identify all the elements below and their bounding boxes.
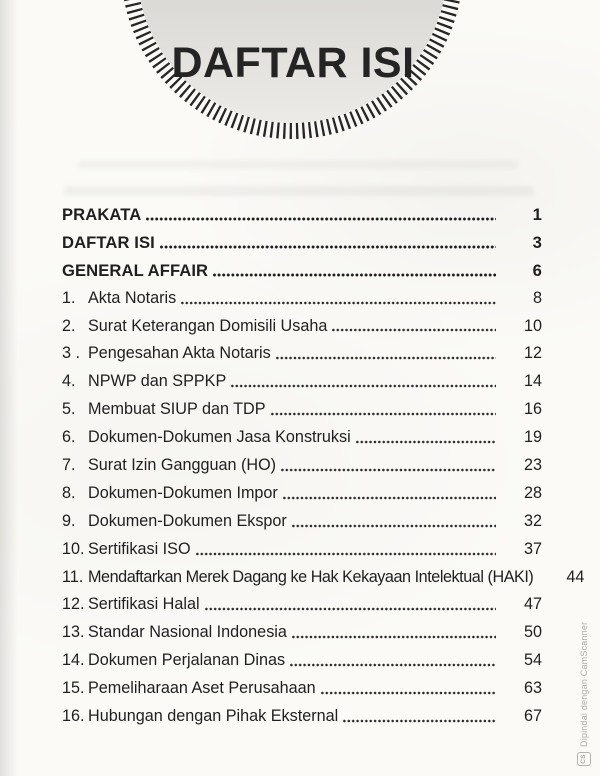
toc-entry-page-number: 54	[523, 651, 542, 670]
toc-row	[62, 452, 542, 480]
toc-entry-page-number: 63	[523, 679, 542, 698]
toc-entry-label: Akta Notaris	[88, 288, 177, 307]
toc-entry-number: 12.	[62, 595, 85, 614]
toc-entry-label: GENERAL AFFAIR	[62, 260, 209, 280]
dot-leader	[205, 607, 496, 611]
toc-entry-page-number: 28	[523, 483, 542, 502]
dot-leader	[281, 468, 496, 472]
dot-leader	[292, 635, 496, 639]
toc-entry-number: 16.	[62, 707, 85, 726]
dot-leader	[332, 328, 496, 332]
toc-entry-number: 13.	[62, 623, 85, 642]
dot-leader	[283, 496, 496, 500]
toc-entry-label: Membuat SIUP dan TDP	[88, 400, 266, 419]
toc-entry-label: Pengesahan Akta Notaris	[88, 344, 271, 363]
dot-leader	[160, 245, 496, 249]
toc-entry-page-number: 16	[523, 400, 542, 419]
toc-entry-label: Sertifikasi Halal	[88, 595, 200, 614]
watermark-text: Dipindai dengan CamScanner	[578, 621, 589, 747]
toc-entry-page-number: 8	[532, 288, 542, 307]
toc-entry-number: 15.	[62, 679, 85, 698]
toc-row	[62, 229, 542, 257]
toc-entry-number: 9.	[62, 511, 76, 530]
dot-leader	[271, 412, 496, 416]
toc-entry-page-number: 19	[523, 428, 542, 447]
dot-leader	[292, 524, 496, 528]
toc-row	[62, 647, 542, 675]
toc-entry-label: Sertifikasi ISO	[88, 539, 191, 558]
toc-row	[62, 313, 542, 341]
toc-row	[62, 257, 542, 285]
toc-entry-page-number: 3	[532, 232, 542, 252]
dot-leader	[213, 273, 496, 277]
dot-leader	[181, 301, 496, 305]
dot-leader	[356, 440, 496, 444]
camscanner-watermark	[576, 594, 591, 766]
toc-entry-page-number: 67	[523, 707, 542, 726]
toc-entry-page-number: 47	[523, 595, 542, 614]
toc-entry-page-number: 14	[523, 372, 542, 391]
toc-row	[62, 396, 542, 424]
toc-entry-number: 7.	[62, 456, 76, 475]
camscanner-logo-icon: CS	[577, 752, 591, 766]
dot-leader	[276, 356, 496, 360]
toc-entry-page-number: 10	[523, 316, 542, 335]
toc-entry-number: 10.	[62, 539, 85, 558]
bleed-through-smudge	[64, 186, 534, 196]
toc-row	[62, 619, 542, 647]
toc-entry-page-number: 12	[523, 344, 542, 363]
toc-entry-label: NPWP dan SPPKP	[88, 372, 227, 391]
bleed-through-smudge	[78, 160, 518, 169]
toc-entry-number: 14.	[62, 651, 85, 670]
toc-row	[62, 675, 542, 703]
toc-entry-number: 11.	[62, 567, 84, 586]
dot-leader	[196, 552, 496, 556]
toc-entry-label: Dokumen-Dokumen Jasa Konstruksi	[88, 428, 351, 447]
toc-entry-page-number: 32	[523, 511, 542, 530]
toc-entry-page-number: 50	[523, 623, 542, 642]
toc-entry-label: Pemeliharaan Aset Perusahaan	[88, 679, 316, 698]
toc-row	[62, 480, 542, 508]
toc-row	[62, 536, 542, 564]
daftar-isi-badge	[0, 0, 600, 150]
toc-entry-label: Dokumen Perjalanan Dinas	[88, 651, 286, 670]
toc-row	[62, 285, 542, 313]
toc-entry-number: 8.	[62, 483, 76, 502]
toc-entry-page-number: 23	[523, 456, 542, 475]
toc-entry-number: 3 .	[62, 344, 80, 363]
toc-row	[62, 591, 542, 619]
toc-row	[62, 703, 542, 731]
toc-row	[62, 424, 542, 452]
toc-entry-label: Mendaftarkan Merek Dagang ke Hak Kekayaan Intelektual (HAKI)	[88, 567, 534, 586]
toc-row	[62, 368, 542, 396]
toc-entry-number: 5.	[62, 400, 76, 419]
toc-entry-label: Surat Izin Gangguan (HO)	[88, 456, 277, 475]
toc-entry-number: 6.	[62, 428, 76, 447]
toc-entry-label: PRAKATA	[62, 205, 142, 224]
toc-row	[62, 201, 542, 229]
dot-leader	[290, 663, 496, 667]
toc-entry-page-number: 6	[532, 260, 542, 280]
toc-row	[62, 340, 542, 368]
dot-leader	[231, 384, 496, 388]
toc-entry-number: 2.	[62, 316, 76, 335]
toc-entry-label: Dokumen-Dokumen Impor	[88, 483, 278, 502]
toc-entry-label: Standar Nasional Indonesia	[88, 623, 287, 642]
toc-entry-page-number: 1	[532, 205, 542, 224]
toc-entry-label: Dokumen-Dokumen Ekspor	[88, 511, 287, 530]
dot-leader	[343, 719, 496, 723]
toc-entry-label: Surat Keterangan Domisili Usaha	[88, 316, 328, 335]
dot-leader	[146, 217, 496, 221]
badge-title: DAFTAR ISI	[171, 39, 415, 87]
toc-row	[62, 564, 585, 592]
toc-entry-page-number: 37	[523, 539, 542, 558]
toc-entry-label: Hubungan dengan Pihak Eksternal	[88, 707, 339, 726]
toc-entry-number: 1.	[62, 288, 76, 307]
toc-entry-page-number: 44	[566, 567, 585, 586]
dot-leader	[321, 691, 496, 695]
toc-row	[62, 508, 542, 536]
toc-entry-label: DAFTAR ISI	[62, 232, 155, 252]
toc-entry-number: 4.	[62, 372, 76, 391]
